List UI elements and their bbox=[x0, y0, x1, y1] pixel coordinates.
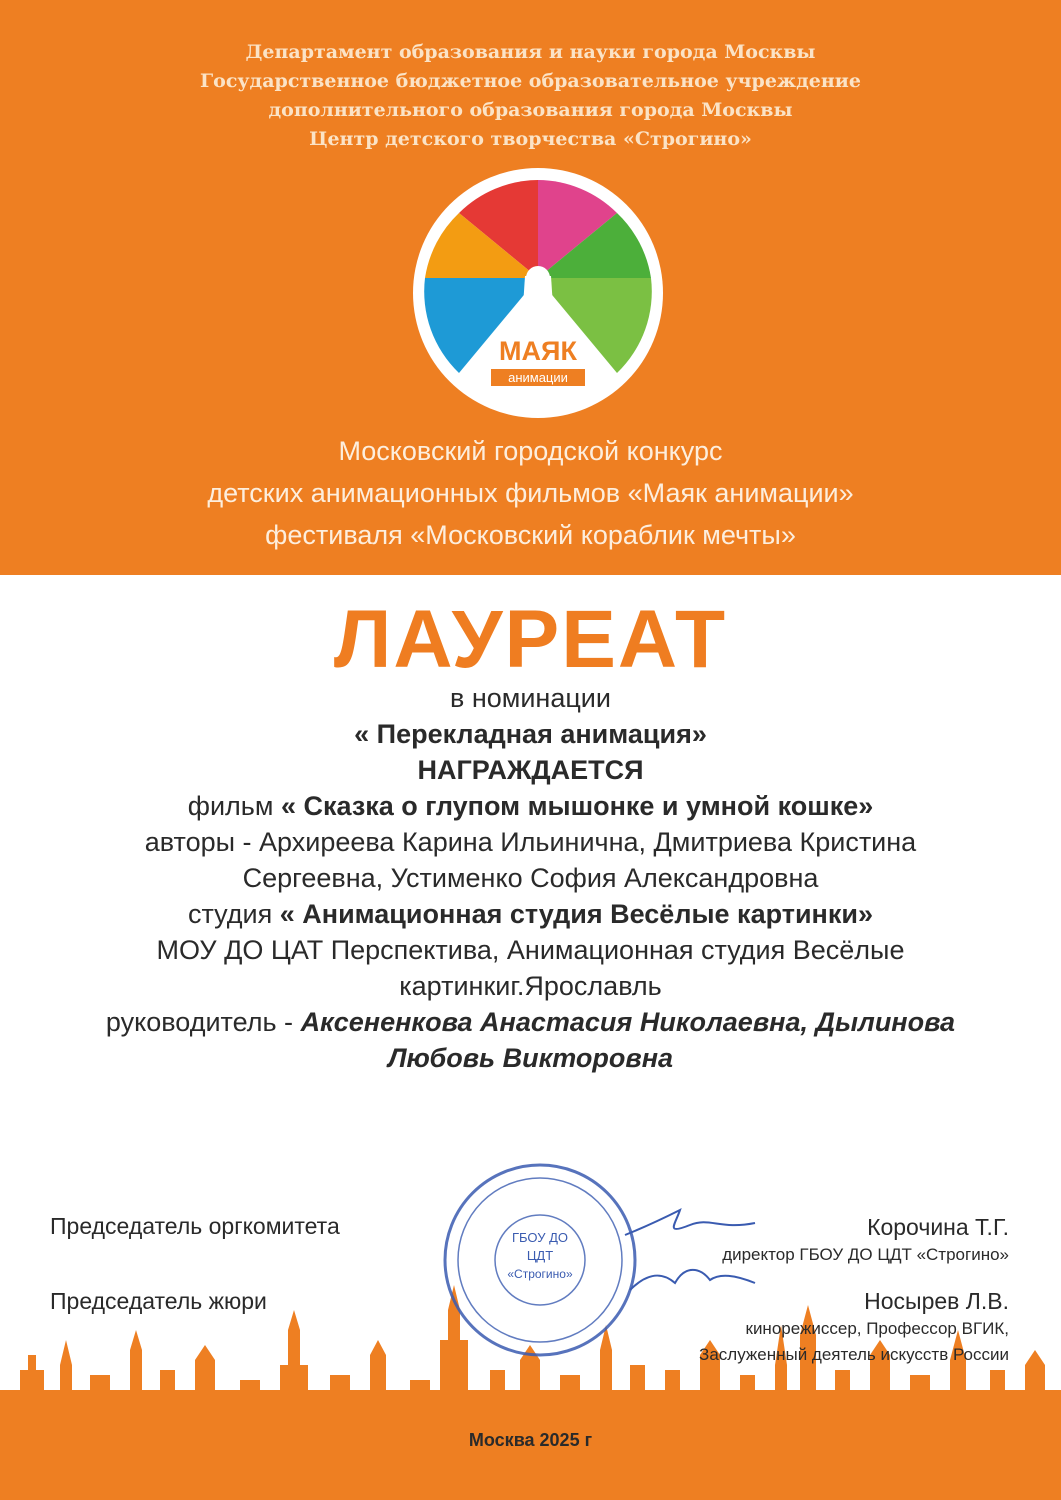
jury-title-2: Заслуженный деятель искусств России bbox=[699, 1345, 1009, 1364]
leader-names-2: Любовь Викторовна bbox=[387, 1043, 674, 1073]
chair-org-title: директор ГБОУ ДО ЦДТ «Строгино» bbox=[722, 1245, 1009, 1264]
award-body bbox=[0, 594, 1061, 1076]
org-line-3: дополнительного образования города Москвы bbox=[268, 99, 793, 121]
org-line-2: Государственное бюджетное образовательное учреждение bbox=[200, 70, 861, 92]
chair-org-label: Председатель оргкомитета bbox=[50, 1213, 340, 1239]
laureate-heading: ЛАУРЕАТ bbox=[333, 594, 728, 685]
org-name-line-2: картинкиг.Ярославль bbox=[399, 971, 662, 1001]
contest-line-2: детских анимационных фильмов «Маяк анимации» bbox=[207, 478, 854, 508]
leader-names-1: Аксененкова Анастасия Николаевна, Дылинова bbox=[300, 1007, 956, 1037]
studio-line bbox=[0, 896, 1061, 932]
stamp-line-2: ЦДТ bbox=[526, 1248, 554, 1263]
nomination-prefix: в номинации bbox=[450, 683, 611, 713]
contest-line-3: фестиваля «Московский кораблик мечты» bbox=[265, 520, 796, 550]
contest-line-1: Московский городской конкурс bbox=[338, 436, 723, 466]
city-year: Москва 2025 г bbox=[468, 1430, 593, 1450]
stamp-line-3: «Строгино» bbox=[507, 1267, 573, 1281]
studio-prefix: студия bbox=[188, 899, 273, 929]
jury-block bbox=[699, 1286, 1009, 1368]
mayak-logo bbox=[413, 168, 663, 418]
film-title: « Сказка о глупом мышонке и умной кошке» bbox=[280, 791, 874, 821]
header-banner bbox=[0, 0, 1061, 575]
org-name-line-1: МОУ ДО ЦАТ Перспектива, Анимационная студия Весёлые bbox=[156, 935, 905, 965]
chair-org-name: Корочина Т.Г. bbox=[867, 1214, 1009, 1240]
chair-org-block bbox=[722, 1212, 1009, 1268]
jury-name: Носырев Л.В. bbox=[864, 1288, 1009, 1314]
logo-subtitle: анимации bbox=[508, 370, 568, 385]
jury-label: Председатель жюри bbox=[50, 1288, 267, 1314]
authors-line-1: авторы - Архиреева Карина Ильинична, Дмитриева Кристина bbox=[144, 827, 917, 857]
stamp-line-1: ГБОУ ДО bbox=[511, 1230, 569, 1245]
jury-title-1: кинорежиссер, Профессор ВГИК, bbox=[745, 1319, 1009, 1338]
studio-name: « Анимационная студия Весёлые картинки» bbox=[279, 899, 873, 929]
logo-title: МАЯК bbox=[499, 336, 577, 366]
org-line-1: Департамент образования и науки города Москвы bbox=[245, 41, 816, 63]
authors-line-2: Сергеевна, Устименко София Александровна bbox=[242, 863, 819, 893]
awarded-heading: НАГРАЖДАЕТСЯ bbox=[417, 755, 644, 785]
official-stamp bbox=[440, 1160, 640, 1360]
leader-line bbox=[0, 1004, 1061, 1040]
leader-prefix: руководитель - bbox=[105, 1007, 301, 1037]
org-line-4: Центр детского творчества «Строгино» bbox=[309, 128, 752, 150]
nomination-name: « Перекладная анимация» bbox=[354, 719, 707, 749]
film-line bbox=[0, 788, 1061, 824]
film-prefix: фильм bbox=[187, 791, 274, 821]
organization-block bbox=[0, 38, 1061, 154]
contest-title bbox=[0, 430, 1061, 556]
